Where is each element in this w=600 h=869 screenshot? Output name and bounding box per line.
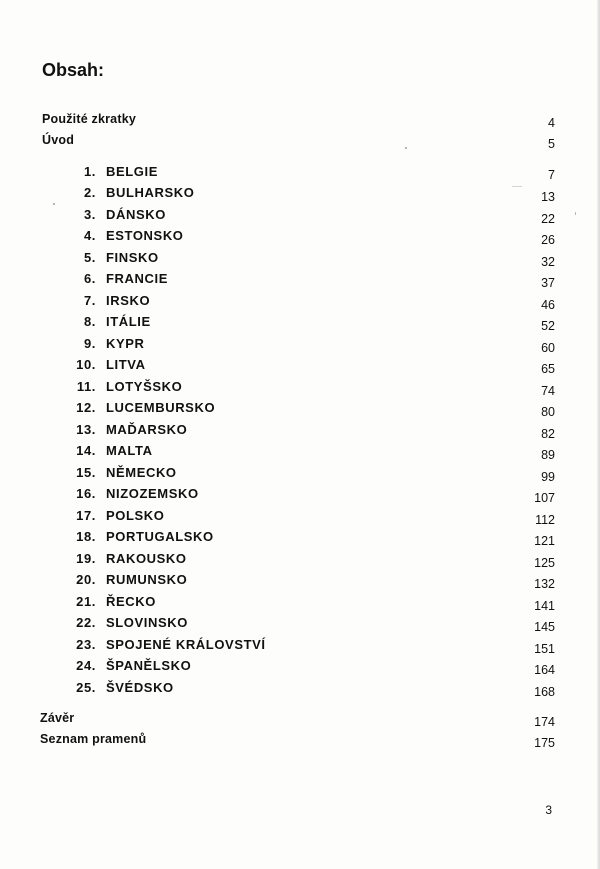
chapter-name: DÁNSKO	[106, 207, 166, 222]
chapter-page: 74	[541, 384, 555, 398]
chapter-page: 125	[534, 556, 555, 570]
chapter-page: 26	[541, 233, 555, 247]
chapter-number: 21.	[76, 594, 96, 609]
chapter-page: 141	[534, 599, 555, 613]
toc-chapter-row	[0, 379, 600, 399]
toc-entry-page: 175	[534, 736, 555, 750]
toc-chapter-row	[0, 465, 600, 485]
chapter-number: 6.	[83, 271, 96, 286]
chapter-page: 32	[541, 255, 555, 269]
chapter-name: LITVA	[106, 357, 146, 372]
toc-chapter-row	[0, 572, 600, 592]
chapter-name: RUMUNSKO	[106, 572, 188, 587]
chapter-page: 37	[541, 276, 555, 290]
toc-entry-sources	[0, 732, 600, 752]
chapter-page: 132	[534, 577, 555, 591]
chapter-name: ESTONSKO	[106, 228, 184, 243]
chapter-number: 4.	[83, 228, 96, 243]
chapter-number: 25.	[76, 680, 96, 695]
chapter-name: ITÁLIE	[106, 314, 151, 329]
chapter-page: 22	[541, 212, 555, 226]
toc-chapter-row	[0, 293, 600, 313]
chapter-name: FINSKO	[106, 250, 159, 265]
toc-chapter-row	[0, 422, 600, 442]
chapter-name: ŘECKO	[106, 594, 156, 609]
chapter-number: 12.	[76, 400, 96, 415]
chapter-name: SLOVINSKO	[106, 615, 188, 630]
toc-chapter-row	[0, 508, 600, 528]
chapter-page: 46	[541, 298, 555, 312]
chapter-name: LOTYŠSKO	[106, 379, 183, 394]
chapter-name: KYPR	[106, 336, 145, 351]
chapter-name: NĚMECKO	[106, 465, 177, 480]
toc-entry-page: 4	[548, 116, 555, 130]
toc-chapter-row	[0, 486, 600, 506]
chapter-page: 7	[548, 168, 555, 182]
toc-chapter-row	[0, 250, 600, 270]
toc-chapter-row	[0, 529, 600, 549]
chapter-number: 1.	[83, 164, 96, 179]
chapter-number: 15.	[76, 465, 96, 480]
chapter-page: 107	[534, 491, 555, 505]
toc-chapter-row	[0, 207, 600, 227]
chapter-name: MALTA	[106, 443, 153, 458]
toc-chapter-row	[0, 271, 600, 291]
toc-entry-introduction	[0, 133, 600, 153]
chapter-name: MAĎARSKO	[106, 422, 188, 437]
chapter-number: 11.	[76, 379, 96, 394]
chapter-name: BULHARSKO	[106, 185, 195, 200]
chapter-number: 3.	[83, 207, 96, 222]
chapter-page: 13	[541, 190, 555, 204]
toc-entry-label: Použité zkratky	[42, 112, 137, 126]
chapter-name: NIZOZEMSKO	[106, 486, 199, 501]
toc-entry-conclusion	[0, 711, 600, 731]
chapter-name: PORTUGALSKO	[106, 529, 214, 544]
toc-chapter-row	[0, 164, 600, 184]
toc-chapter-row	[0, 658, 600, 678]
chapter-page: 52	[541, 319, 555, 333]
chapter-name: IRSKO	[106, 293, 151, 308]
chapter-number: 24.	[76, 658, 96, 673]
chapter-name: ŠVÉDSKO	[106, 680, 174, 695]
chapter-number: 7.	[83, 293, 96, 308]
chapter-page: 65	[541, 362, 555, 376]
chapter-number: 18.	[76, 529, 96, 544]
chapter-page: 121	[534, 534, 555, 548]
toc-chapter-row	[0, 314, 600, 334]
chapter-number: 14.	[76, 443, 96, 458]
chapter-name: FRANCIE	[106, 271, 168, 286]
toc-chapter-row	[0, 228, 600, 248]
toc-chapter-row	[0, 443, 600, 463]
toc-chapter-row	[0, 336, 600, 356]
chapter-page: 151	[534, 642, 555, 656]
chapter-page: 164	[534, 663, 555, 677]
page-number: 3	[545, 803, 552, 817]
chapter-page: 89	[541, 448, 555, 462]
toc-chapter-row	[0, 637, 600, 657]
chapter-number: 8.	[83, 314, 96, 329]
toc-chapter-row	[0, 400, 600, 420]
chapter-page: 112	[535, 513, 555, 527]
toc-entry-page: 174	[534, 715, 555, 729]
chapter-number: 19.	[76, 551, 96, 566]
chapter-page: 60	[541, 341, 555, 355]
chapter-name: ŠPANĚLSKO	[106, 658, 192, 673]
toc-entry-abbreviations	[0, 112, 600, 132]
toc-chapter-row	[0, 594, 600, 614]
chapter-number: 20.	[76, 572, 96, 587]
toc-entry-page: 5	[548, 137, 555, 151]
chapter-number: 9.	[83, 336, 96, 351]
chapter-page: 168	[534, 685, 555, 699]
chapter-name: POLSKO	[106, 508, 165, 523]
toc-chapter-row	[0, 185, 600, 205]
chapter-name: SPOJENÉ KRÁLOVSTVÍ	[106, 637, 266, 652]
chapter-page: 82	[541, 427, 555, 441]
toc-entry-label: Závěr	[40, 711, 75, 725]
chapter-number: 22.	[76, 615, 96, 630]
toc-chapter-row	[0, 680, 600, 700]
toc-chapter-row	[0, 551, 600, 571]
chapter-number: 13.	[76, 422, 96, 437]
chapter-number: 5.	[83, 250, 96, 265]
toc-entry-label: Seznam pramenů	[40, 732, 147, 746]
toc-entry-label: Úvod	[42, 133, 75, 147]
chapter-number: 17.	[76, 508, 96, 523]
chapter-name: RAKOUSKO	[106, 551, 187, 566]
chapter-number: 16.	[76, 486, 96, 501]
chapter-name: LUCEMBURSKO	[106, 400, 216, 415]
page-title: Obsah:	[42, 60, 105, 80]
chapter-number: 10.	[76, 357, 96, 372]
toc-chapter-row	[0, 357, 600, 377]
chapter-number: 2.	[83, 185, 96, 200]
chapter-page: 80	[541, 405, 555, 419]
toc-chapter-row	[0, 615, 600, 635]
chapter-name: BELGIE	[106, 164, 158, 179]
chapter-number: 23.	[76, 637, 96, 652]
chapter-page: 145	[534, 620, 555, 634]
chapter-page: 99	[541, 470, 555, 484]
